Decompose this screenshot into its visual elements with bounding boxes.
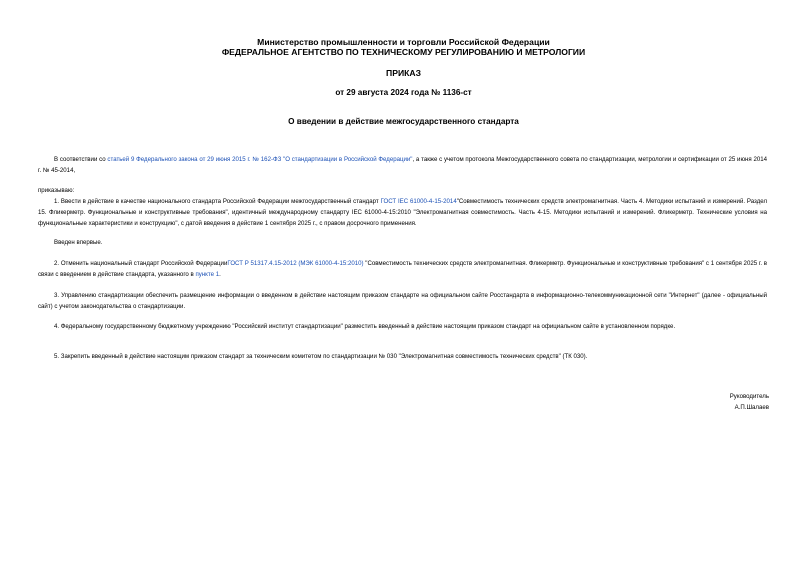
first-time-note: Введен впервые. (54, 239, 103, 246)
item-1-prefix: 1. Ввести в действие в качестве национального стандарта Российской Федерации межгосударственный стандарт (54, 198, 381, 205)
orders-word: приказываю: (38, 187, 75, 194)
gost-r-link[interactable]: ГОСТ Р 51317.4.15-2012 (МЭК 61000-4-15:2010) (227, 260, 364, 267)
document-subject: О введении в действие межгосударственного стандарта (288, 117, 519, 126)
ministry-name: Министерство промышленности и торговли Российской Федерации (257, 37, 550, 47)
item-2-paragraph (38, 258, 767, 280)
item-3-paragraph: 3. Управлению стандартизации обеспечить размещение информации о введенном в действие настоящим приказом стандарте на официальном сайте Росстандарта в информационно-телекоммуникационной сети "Интернет" (далее - официальный сайт) с учетом законодательства о стандартизации. (38, 292, 767, 311)
item-2-suffix: . (219, 271, 221, 279)
intro-suffix: , а также с учетом протокола Межгосударственного совета по стандартизации, метрологии и сертификации от 25 июня 2014 г. № 45-2014, (38, 156, 768, 175)
document-type: ПРИКАЗ (386, 68, 421, 78)
gost-iec-link[interactable]: ГОСТ IEC 61000-4-15-2014 (380, 198, 457, 205)
intro-prefix: В соответствии со (54, 156, 108, 163)
item-5-paragraph: 5. Закрепить введенный в действие настоящим приказом стандарт за техническим комитетом по стандартизации № 030 "Электромагнитная совместимость технических средств" (ТК 030). (54, 353, 588, 360)
item-2-prefix: 2. Отменить национальный стандарт Российской Федерации (54, 260, 228, 267)
document-date-number: от 29 августа 2024 года № 1136-ст (335, 88, 472, 97)
agency-name: ФЕДЕРАЛЬНОЕ АГЕНТСТВО ПО ТЕХНИЧЕСКОМУ РЕГУЛИРОВАНИЮ И МЕТРОЛОГИИ (221, 47, 586, 57)
law-link[interactable]: статьей 9 Федерального закона от 29 июня 2015 г. № 162-ФЗ "О стандартизации в Российской Федерации" (107, 156, 413, 163)
signatory-name: А.П.Шалаев (734, 404, 769, 411)
intro-paragraph (38, 154, 767, 176)
point-1-link[interactable]: пункте 1 (195, 271, 220, 279)
item-1-suffix: "Совместимость технических средств электромагнитная. Часть 4. Методики испытаний и измерений. Раздел 15. Фликерметр. Функциональные и конструктивные требования", идентичный международному стандарту IEC 61000-4-15:2010 "Электромагнитная совместимость. Часть 4-15. Методики испытаний и измерений. Фликерметр. Технические условия на функциональные характеристики и конструкцию", с датой введения в действие 1 сентября 2025 г., с правом досрочного применения. (38, 198, 768, 228)
item-1-paragraph (38, 196, 767, 230)
signatory-title: Руководитель (729, 393, 769, 400)
item-2-middle: "Совместимость технических средств электромагнитная. Фликерметр. Функциональные и конструктивные требования" с 1 сентября 2025 г. в связи с введением в действие стандарта, указанного в (38, 260, 767, 279)
item-4-paragraph: 4. Федеральному государственному бюджетному учреждению "Российский институт стандартизации" разместить введенный в действие настоящим приказом стандарт на официальном сайте в установленном порядке. (54, 323, 676, 330)
